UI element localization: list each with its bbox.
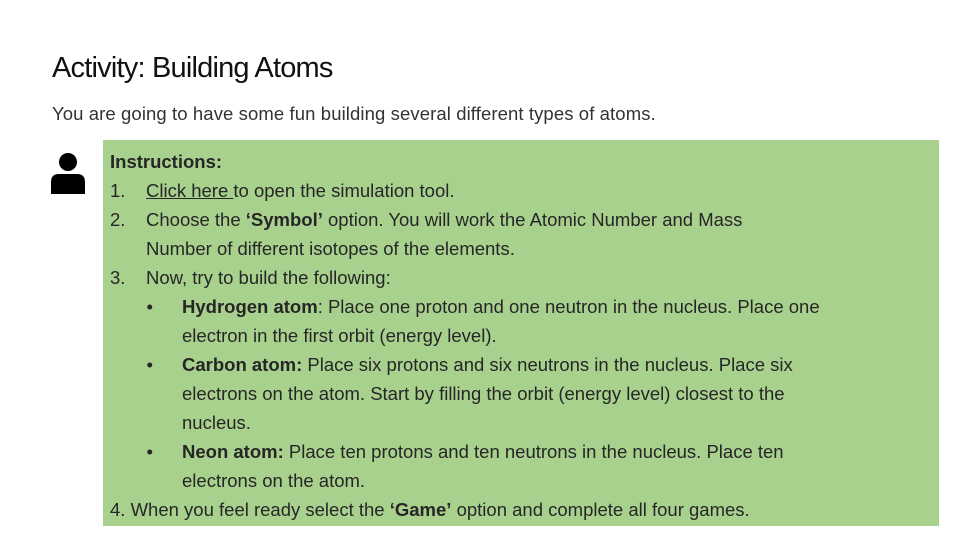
simulation-link[interactable]: Click here [146, 180, 234, 201]
slide-title: Activity: Building Atoms [52, 52, 333, 84]
bullet-hydrogen: • Hydrogen atom: Place one proton and one neutron in the nucleus. Place one electron in the first orbit (energy level). [110, 292, 933, 350]
instructions-box [103, 140, 939, 526]
step-2-continued: Number of different isotopes of the elements. [146, 238, 515, 259]
bullet-marker: • [146, 354, 153, 375]
slide-subtitle: You are going to have some fun building several different types of atoms. [52, 103, 656, 124]
instructions-heading: Instructions: [110, 151, 223, 172]
step-3: 3. Now, try to build the following: [110, 267, 391, 288]
step-1: 1. Click here to open the simulation tool. [110, 180, 455, 201]
bullet-neon: • Neon atom: Place ten protons and ten neutrons in the nucleus. Place ten electrons on the atom. [110, 437, 933, 495]
bullet-carbon: • Carbon atom: Place six protons and six neutrons in the nucleus. Place six electrons on the atom. Start by filling the orbit (energy level) closest to the nucleus. [110, 350, 933, 437]
bullet-marker: • [146, 441, 153, 462]
step-4: 4. When you feel ready select the ‘Game’ option and complete all four games. [110, 499, 750, 520]
bullet-marker: • [146, 296, 153, 317]
step-2: 2. Choose the ‘Symbol’ option. You will work the Atomic Number and Mass [110, 209, 743, 230]
person-icon [49, 152, 87, 194]
